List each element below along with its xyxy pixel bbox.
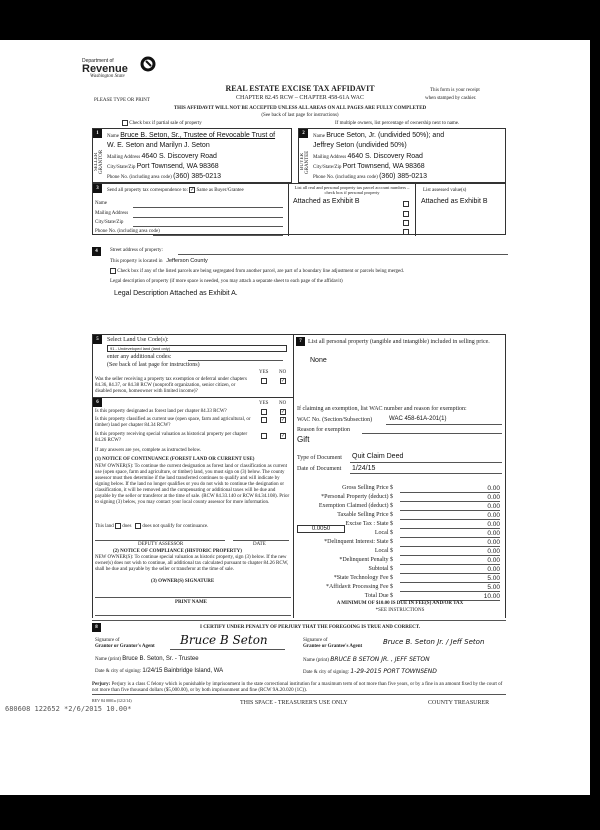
label: Name (print) <box>303 658 329 663</box>
section-number: 4 <box>92 247 101 256</box>
grantee-name-field[interactable]: BRUCE B SETON JR. , JEFF SETON <box>330 656 430 663</box>
logo-line2: Revenue <box>82 63 128 75</box>
grantee-signature[interactable]: Bruce B. Seton Jr. / Jeff Seton <box>383 638 485 646</box>
additional-codes-field[interactable] <box>188 360 283 361</box>
same-as-buyer-checkbox[interactable]: ✓ <box>190 187 195 193</box>
does-not-qualify-checkbox[interactable] <box>135 523 141 529</box>
continuance-title: (1) NOTICE OF CONTINUANCE (FOREST LAND OR CURRENT USE) <box>95 457 255 462</box>
wac-label: WAC No. (Section/Subsection) <box>297 417 373 423</box>
label: This property is located in <box>110 259 163 264</box>
forest-land-question: Is this property designated as forest land per chapter 84.33 RCW? <box>95 409 227 414</box>
historic-question: Is this property receiving special valuation as historical property per chapter 84.26 RCW? <box>95 432 248 443</box>
amount-label: Gross Selling Price $ <box>342 485 393 491</box>
doc-type-field[interactable]: Quit Claim Deed <box>352 453 404 460</box>
yes-header: YES <box>259 370 269 375</box>
section-number: 2 <box>299 129 308 138</box>
receipt-note-1: This form is your receipt <box>430 88 480 93</box>
section-number: 8 <box>92 623 101 632</box>
amount-value-field[interactable]: 10.00 <box>400 593 500 601</box>
historic-no-checkbox[interactable]: ✓ <box>281 433 286 439</box>
amount-value-field[interactable]: 0.00 <box>400 530 500 538</box>
label: Mailing Address <box>313 155 347 160</box>
seller-city-field[interactable]: Port Townsend, WA 98368 <box>136 163 219 170</box>
print-name-label: PRINT NAME <box>175 600 207 605</box>
label: Perjury: <box>92 682 111 687</box>
grantor-date-field[interactable]: 1/24/15 Bainbridge Island, WA <box>142 668 224 674</box>
current-use-no-checkbox[interactable]: ✓ <box>281 417 286 423</box>
grantee-date-field[interactable]: 1-29-2015 PORT TOWNSEND <box>350 668 437 675</box>
amount-label: *Personal Property (deduct) $ <box>321 494 393 500</box>
corr-name-label: Name <box>95 201 107 206</box>
county-field[interactable]: Jefferson County <box>166 258 208 264</box>
logo-line3: Washington State <box>90 74 125 79</box>
amount-label: Local $ <box>374 548 393 554</box>
exemption-no-checkbox[interactable]: ✓ <box>281 378 286 384</box>
street-address-label: Street address of property: <box>110 248 163 253</box>
label: Signature of <box>303 638 328 643</box>
buyer-city-field[interactable]: Port Townsend, WA 98368 <box>342 163 425 170</box>
seller-side-label: SELLER GRANTOR <box>94 149 104 175</box>
chapter-line: CHAPTER 82.45 RCW – CHAPTER 458-61A WAC <box>236 95 364 101</box>
label: Send all property tax correspondence to: <box>107 188 188 194</box>
corr-address-label: Mailing Address <box>95 211 129 216</box>
personal-property-checkbox[interactable] <box>403 211 409 217</box>
deputy-assessor-label: DEPUTY ASSESSOR <box>138 542 184 547</box>
label: Signature of <box>95 638 120 643</box>
label: Same as Buyer/Grantee <box>196 188 244 194</box>
buyer-name-field[interactable]: Bruce Seton, Jr. (undivided 50%); and <box>326 132 445 139</box>
doc-date-label: Date of Document <box>297 466 342 472</box>
dor-logo <box>82 58 128 79</box>
seller-name-field[interactable]: Bruce B. Seton, Sr., Trustee of Revocable Trust of <box>120 132 276 139</box>
amount-label: *Affidavit Processing Fee $ <box>325 584 393 590</box>
label: qualify for continuance. <box>160 524 209 530</box>
forest-no-checkbox[interactable]: ✓ <box>281 409 286 415</box>
if-yes-note: If any answers are yes, complete as instructed below. <box>95 448 202 453</box>
exemption-question: Was the seller receiving a property tax exemption or deferral under chapters 84.36, 84.37, or 84.38 RCW (nonprofit organization, senior citizen, or disabled person, homeowner with limited income)? <box>95 377 247 394</box>
buyer-section <box>298 128 506 183</box>
no-header: NO <box>279 370 287 375</box>
no-header: NO <box>279 401 287 406</box>
legal-description-label: Legal description of property (if more space is needed, you may attach a separate sheet to each page of the affidavit) <box>110 279 343 284</box>
section-number: 6 <box>93 398 102 407</box>
forest-yes-checkbox[interactable] <box>261 409 267 415</box>
label: Mailing Address <box>107 155 141 160</box>
does-qualify-checkbox[interactable] <box>115 523 121 529</box>
amount-label: *State Technology Fee $ <box>333 575 393 581</box>
warning: THIS AFFIDAVIT WILL NOT BE ACCEPTED UNLESS ALL AREAS ON ALL PAGES ARE FULLY COMPLETED <box>173 106 427 111</box>
corr-phone-label: Phone No. (including area code) <box>95 229 160 234</box>
land-use-section <box>92 334 294 618</box>
wac-field[interactable]: WAC 458-61A-201(1) <box>389 416 447 422</box>
label: Grantee or Grantee's Agent <box>303 644 363 649</box>
amount-label: Subtotal $ <box>368 566 393 572</box>
label: Name <box>107 134 119 139</box>
multiple-owners-note: If multiple owners, list percentage of ownership next to name. <box>335 121 460 126</box>
see-instructions: *SEE INSTRUCTIONS <box>375 608 425 613</box>
seller-name-line2[interactable]: W. E. Seton and Marilyn J. Seton <box>107 142 210 149</box>
partial-sale-label: Check box if partial sale of property <box>129 121 202 127</box>
compliance-title: (2) NOTICE OF COMPLIANCE (HISTORIC PROPERTY) <box>113 549 242 554</box>
amount-label: Total Due $ <box>364 593 393 599</box>
grantor-signature-text: Bruce B Seton <box>180 633 268 647</box>
amount-label: Excise Tax : State $ <box>345 521 393 527</box>
amount-label: Taxable Selling Price $ <box>337 512 393 518</box>
treasurer-space-label: THIS SPACE - TREASURER'S USE ONLY <box>240 700 348 706</box>
label: Date & city of signing: <box>95 669 142 674</box>
amount-value-field[interactable]: 5.00 <box>400 584 500 592</box>
current-use-yes-checkbox[interactable] <box>261 417 267 423</box>
label: Name <box>313 134 325 139</box>
print-name-field[interactable] <box>95 615 291 616</box>
form-title: REAL ESTATE EXCISE TAX AFFIDAVIT <box>225 84 375 93</box>
buyer-address-field[interactable]: 4640 S. Discovery Road <box>347 153 423 160</box>
label: City/State/Zip <box>313 165 342 170</box>
personal-property-label: List all personal property (tangible and intangible) included in selling price. <box>308 339 490 345</box>
amount-value-field[interactable]: 0.00 <box>400 503 500 511</box>
label: does not <box>142 524 160 530</box>
partial-sale-checkbox[interactable] <box>122 120 128 126</box>
amount-value-field[interactable]: 0.00 <box>400 521 500 529</box>
additional-codes-label: enter any additional codes: <box>107 354 172 360</box>
personal-property-checkbox[interactable] <box>403 201 409 207</box>
historic-yes-checkbox[interactable] <box>261 433 267 439</box>
amount-label: *Delinquent Penalty $ <box>339 557 393 563</box>
corr-city-label: City/State/Zip <box>95 220 124 225</box>
continuance-text: NEW OWNER(S): To continue the current designation as forest land or classification as current use (open space, farm and agriculture, or timber) land, you must sign on (3) below. The county assessor must then determine if the land transferred continues to qualify and will indicate by signing below. If the land no longer qualifies or you do not wish to continue the designation or classification, it will be removed and the compensating or additional taxes will be due and payable by the seller or transferor at the time of sale. (RCW 84.33.140 or RCW 84.34.108). Prior to signing (3) below, you may contact your local county assessor for more information. <box>95 464 290 505</box>
land-use-label: Select Land Use Code(s): <box>107 337 169 343</box>
current-use-question: Is this property classified as current use (open space, farm and agricultural, or timber) land per chapter 84.34 RCW? <box>95 417 251 428</box>
receipt-note-2: when stamped by cashier. <box>425 96 477 101</box>
doc-date-field[interactable]: 1/24/15 <box>352 465 376 472</box>
seller-address-field[interactable]: 4640 S. Discovery Road <box>141 153 217 160</box>
certify-statement: I CERTIFY UNDER PENALTY OF PERJURY THAT THE FOREGOING IS TRUE AND CORRECT. <box>200 625 421 630</box>
affidavit-page <box>0 40 590 795</box>
please-type: PLEASE TYPE OR PRINT <box>94 98 150 103</box>
instructions-note: (See back of last page for instructions) <box>107 362 200 368</box>
label: This land <box>95 524 114 530</box>
parcel-header: List all real and personal property tax parcel account numbers – check box if personal property <box>294 185 410 195</box>
label: City/State/Zip <box>107 165 136 170</box>
exemption-yes-checkbox[interactable] <box>261 378 267 384</box>
label: Check box if any of the listed parcels are being segregated from another parcel, are part of a boundary line adjustment or parcels being merged. <box>117 269 404 275</box>
amount-value-field[interactable]: 0.00 <box>400 557 500 565</box>
reason-field[interactable]: Gift <box>297 435 310 444</box>
minimum-note: A MINIMUM OF $10.00 IS DUE IN FEE(S) AND/OR TAX <box>336 601 464 606</box>
amount-value-field[interactable]: 0.00 <box>400 512 500 520</box>
section-number: 5 <box>93 335 102 344</box>
yes-header: YES <box>259 401 269 406</box>
label: Grantor or Grantor's Agent <box>95 644 155 649</box>
grantor-signature[interactable] <box>180 633 268 647</box>
personal-property-checkbox[interactable] <box>403 229 409 235</box>
owner-signature-title: (3) OWNER(S) SIGNATURE <box>151 579 215 584</box>
label: Phone No. (including area code) <box>313 175 378 180</box>
label: Name (print) <box>95 657 121 662</box>
doc-type-label: Type of Document <box>297 455 342 461</box>
section-number: 1 <box>93 129 102 138</box>
compliance-text: NEW OWNER(S): To continue special valuation as historic property, sign (3) below. If the new owner(s) does not wish to continue, all additional tax calculated pursuant to chapter 84.26 RCW, shall be due and payable by the seller or transferor at the time of sale. <box>95 555 289 572</box>
see-back: (See back of last page for instructions) <box>261 113 339 118</box>
amount-value-field[interactable]: 0.00 <box>400 548 500 556</box>
parcel-number-field[interactable]: Attached as Exhibit B <box>293 198 360 205</box>
cashier-stamp: 680608 122652 *2/6/2015 10.00* <box>5 705 132 713</box>
buyer-side-label: BUYER GRANTEE <box>300 150 310 174</box>
personal-property-field[interactable]: None <box>310 357 327 364</box>
segregated-checkbox[interactable] <box>110 268 116 274</box>
logo-line1: Department of <box>82 58 114 64</box>
section-number: 7 <box>296 337 305 346</box>
reason-label: Reason for exemption <box>297 427 350 433</box>
perjury-notice <box>92 682 506 695</box>
owner-signature-field[interactable] <box>95 597 291 598</box>
amount-value-field[interactable]: 0.00 <box>400 485 500 493</box>
grantor-name-field[interactable]: Bruce B. Seton, Sr. - Trustee <box>122 656 199 662</box>
amount-label: Exemption Claimed (deduct) $ <box>318 503 393 509</box>
seller-section <box>92 128 292 183</box>
buyer-phone-field[interactable]: (360) 385-0213 <box>379 173 427 180</box>
date-label: DATE <box>253 542 266 547</box>
tax-correspondence-section <box>92 183 506 235</box>
amount-value-field[interactable]: 0.00 <box>400 494 500 502</box>
assessed-header: List assessed value(s) <box>423 188 467 193</box>
exemption-header: If claiming an exemption, list WAC number and reason for exemption: <box>297 406 467 412</box>
assessor-date-field[interactable] <box>233 540 289 541</box>
perjury-text: Perjury is a class C felony which is punishable by imprisonment in the state correctional institution for a maximum term of not more than five years, or by a fine in an amount fixed by the court of not more than five thousand dollars ($5,000.00), or by both imprisonment and fine (RCW 9A.20.020 (1C)). <box>92 682 503 693</box>
amount-label: *Delinquent Interest: State $ <box>324 539 393 545</box>
local-rate-field[interactable]: 0.0050 <box>297 525 345 533</box>
form-number: REV 84 0001a (12/2/14) <box>92 698 132 703</box>
street-address-field[interactable] <box>178 254 508 255</box>
personal-property-checkbox[interactable] <box>403 220 409 226</box>
amount-value-field[interactable]: 5.00 <box>400 575 500 583</box>
buyer-name-line2[interactable]: Jeffrey Seton (undivided 50%) <box>313 142 407 149</box>
label: Date & city of signing: <box>303 670 350 675</box>
county-treasurer-label: COUNTY TREASURER <box>428 700 490 706</box>
assessed-value-field[interactable]: Attached as Exhibit B <box>421 198 488 205</box>
deputy-assessor-signature[interactable] <box>95 540 225 541</box>
seller-phone-field[interactable]: (360) 385-0213 <box>173 173 221 180</box>
amount-value-field[interactable]: 0.00 <box>400 566 500 574</box>
revenue-logo-icon <box>140 56 156 72</box>
amount-value-field[interactable]: 0.00 <box>400 539 500 547</box>
amount-label: Local $ <box>374 530 393 536</box>
label: does <box>122 524 132 530</box>
label: Phone No. (including area code) <box>107 175 172 180</box>
section-number: 3 <box>93 184 102 193</box>
exemption-tax-section <box>294 334 506 618</box>
land-use-code-select[interactable]: 91 - Undeveloped land (land only) <box>107 345 287 352</box>
legal-description-field[interactable]: Legal Description Attached as Exhibit A. <box>114 290 238 297</box>
